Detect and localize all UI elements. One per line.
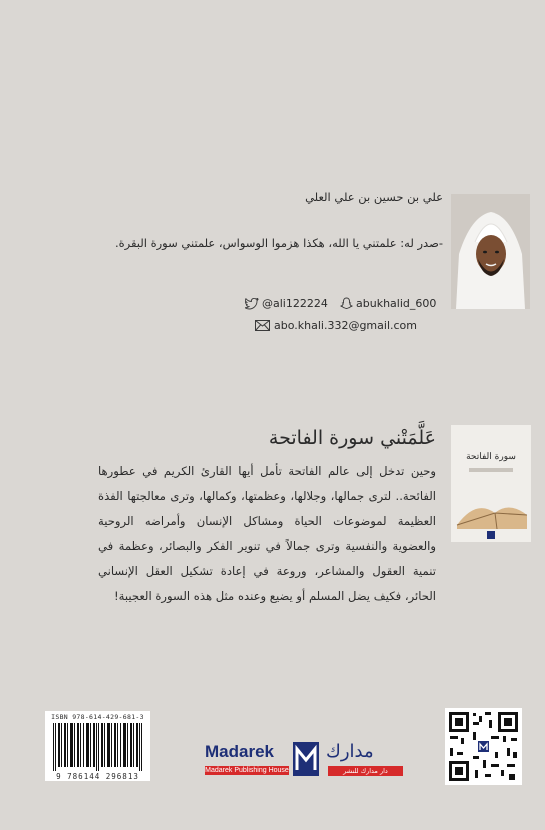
publisher-name-arabic: مدارك — [326, 741, 374, 762]
barcode-digits: 9 786144 296813 — [56, 772, 139, 781]
twitter-icon — [245, 298, 259, 310]
publisher-house-latin: Madarek Publishing House — [205, 767, 289, 774]
isbn-label: ISBN 978-614-429-681-3 — [51, 713, 144, 721]
publisher-name-latin: Madarek — [205, 742, 274, 761]
author-bio: -صدر له: علمتني يا الله، هكذا هزموا الوسواس، علمتني سورة البقرة. — [114, 236, 443, 250]
snapchat-handle-row — [340, 297, 436, 310]
email-row — [255, 319, 417, 332]
barcode — [45, 711, 150, 781]
qr-code — [445, 708, 522, 785]
twitter-handle-row — [245, 297, 328, 310]
book-cover-thumbnail — [451, 425, 531, 542]
book-description: وحين تدخل إلى عالم الفاتحة تأمل أيها القارئ الكريم في عطورها الفائحة.. لترى جمالها، وجلالها، وعظمتها، وكمالها، وترى معالجتها الفذة العظيمة لموضوعات الحياة ومشاكل الإنسان وأمراضه الروحية والعضوية والنفسية وترى جمالاً في تنوير الفكر والبصائر، وعظمة في تنمية العقول والمشاعر، وروعة في إعادة تشكيل العقل الإنساني الحائر، فكيف يضل المسلم أو يضيع وعنده مثل هذه السورة العجيبة! — [98, 464, 436, 603]
envelope-icon — [255, 320, 270, 331]
svg-text:سورة الفاتحة: سورة الفاتحة — [466, 452, 516, 462]
book-title: عَلَّمَتْني سورة الفاتحة — [268, 427, 436, 449]
snapchat-icon — [340, 297, 353, 310]
twitter-handle: @ali122224 — [262, 297, 328, 310]
author-name: علي بن حسين بن علي العلي — [305, 190, 443, 204]
snapchat-handle: abukhalid_600 — [356, 297, 437, 310]
publisher-logo-icon — [293, 742, 319, 776]
author-photo — [451, 194, 530, 309]
publisher-house-arabic: دار مدارك للنشر — [328, 766, 403, 776]
email-address: abo.khali.332@gmail.com — [274, 319, 417, 332]
